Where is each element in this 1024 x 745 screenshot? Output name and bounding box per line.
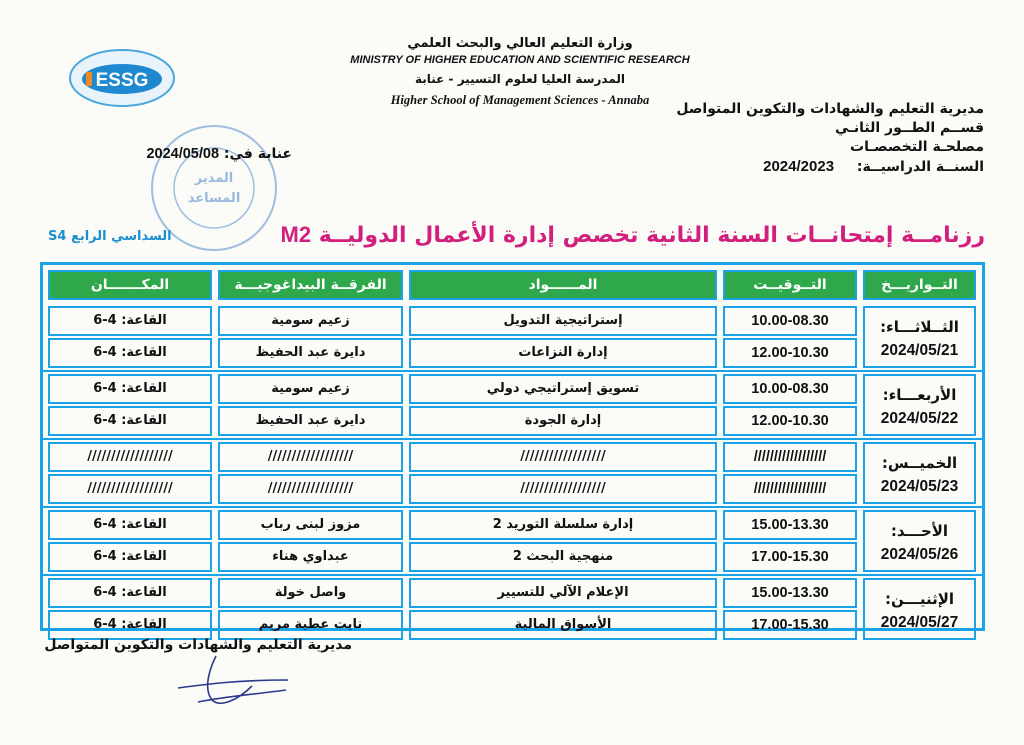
directorate-label: مديرية التعليم والشهادات والتكوين المتواصل bbox=[676, 101, 984, 117]
cell-place: القاعة: 4-6 bbox=[48, 406, 212, 436]
cell-team: واصل خولة bbox=[218, 578, 403, 608]
day-date: 2024/05/22 bbox=[880, 410, 959, 427]
cell-subject: إستراتيجية التدويل bbox=[409, 306, 717, 336]
cell-place: القاعة: 4-6 bbox=[48, 338, 212, 368]
stamp-line-1: المدير bbox=[194, 171, 234, 186]
cell-team: ////////////////// bbox=[218, 442, 403, 472]
day-separator bbox=[43, 506, 982, 508]
service-label: مصلحـة التخصصـات bbox=[850, 139, 984, 155]
day-name: الثــلاثـــاء: bbox=[880, 318, 959, 336]
cell-subject: إدارة الجودة bbox=[409, 406, 717, 436]
cell-team: زعيم سومية bbox=[218, 306, 403, 336]
day-date: 2024/05/27 bbox=[880, 614, 959, 631]
cell-team: دايرة عبد الحفيظ bbox=[218, 406, 403, 436]
day-name: الأحـــد: bbox=[890, 522, 949, 540]
ministry-name-arabic: وزارة التعليم العالي والبحث العلمي bbox=[407, 36, 633, 51]
issue-date-label: عنابة في: bbox=[223, 146, 292, 162]
cell-place: ////////////////// bbox=[48, 474, 212, 504]
title-row bbox=[40, 222, 985, 252]
title-text: رزنامــة إمتحانــات السنة الثانية تخصص إدارة الأعمال الدوليــة bbox=[318, 223, 985, 248]
cell-time: 17.00-15.30 bbox=[723, 610, 857, 640]
cell-team: زعيم سومية bbox=[218, 374, 403, 404]
cell-subject: الأسواق المالية bbox=[409, 610, 717, 640]
cell-team: دايرة عبد الحفيظ bbox=[218, 338, 403, 368]
cell-subject: إدارة النزاعات bbox=[409, 338, 717, 368]
cell-subject: إدارة سلسلة التوريد 2 bbox=[409, 510, 717, 540]
cell-time: 10.00-08.30 bbox=[723, 306, 857, 336]
academic-year-value: 2024/2023 bbox=[763, 158, 835, 175]
academic-year-label: السنــة الدراسيــة: bbox=[856, 159, 984, 175]
cell-team: ////////////////// bbox=[218, 474, 403, 504]
issue-date bbox=[92, 146, 292, 162]
cell-time: 17.00-15.30 bbox=[723, 542, 857, 572]
cell-subject: ////////////////// bbox=[409, 474, 717, 504]
cell-place: القاعة: 4-6 bbox=[48, 542, 212, 572]
cell-team: عبداوي هناء bbox=[218, 542, 403, 572]
essg-logo bbox=[68, 48, 176, 108]
page-title bbox=[281, 222, 985, 248]
day-cell bbox=[863, 374, 976, 436]
day-separator bbox=[43, 574, 982, 576]
cell-time: 15.00-13.30 bbox=[723, 510, 857, 540]
cell-place: القاعة: 4-6 bbox=[48, 306, 212, 336]
cell-subject: منهجية البحث 2 bbox=[409, 542, 717, 572]
header-team: الفرقــة البيداغوجيـــة bbox=[218, 270, 403, 300]
cell-subject: تسويق إستراتيجي دولي bbox=[409, 374, 717, 404]
day-cell bbox=[863, 578, 976, 640]
signature-label: مديرية التعليم والشهادات والتكوين المتواصل bbox=[44, 637, 352, 653]
cell-subject: الإعلام الآلي للتسيير bbox=[409, 578, 717, 608]
cell-subject: ////////////////// bbox=[409, 442, 717, 472]
academic-year bbox=[644, 157, 984, 177]
day-date: 2024/05/21 bbox=[880, 342, 959, 359]
handwritten-signature bbox=[168, 650, 308, 710]
school-name-arabic: المدرسة العليا لعلوم التسيير - عنابة bbox=[414, 72, 626, 86]
cell-place: القاعة: 4-6 bbox=[48, 510, 212, 540]
day-separator bbox=[43, 370, 982, 372]
title-code: M2 bbox=[280, 222, 312, 247]
issue-date-value: 2024/05/08 bbox=[146, 146, 220, 162]
cell-place: القاعة: 4-6 bbox=[48, 610, 212, 640]
day-cell bbox=[863, 442, 976, 504]
cell-time: ////////////////// bbox=[723, 474, 857, 504]
logo-text: ESSG bbox=[95, 70, 149, 91]
cell-time: 12.00-10.30 bbox=[723, 338, 857, 368]
cell-time: 12.00-10.30 bbox=[723, 406, 857, 436]
semester-label: السداسي الرابع S4 bbox=[48, 229, 172, 244]
cell-place: القاعة: 4-6 bbox=[48, 578, 212, 608]
day-date: 2024/05/26 bbox=[880, 546, 959, 563]
header-date: التــواريـــخ bbox=[863, 270, 976, 300]
day-cell bbox=[863, 306, 976, 368]
cell-place: ////////////////// bbox=[48, 442, 212, 472]
day-separator bbox=[43, 438, 982, 440]
cell-place: القاعة: 4-6 bbox=[48, 374, 212, 404]
day-name: الإثنيـــن: bbox=[884, 590, 955, 608]
cell-time: ////////////////// bbox=[723, 442, 857, 472]
day-cell bbox=[863, 510, 976, 572]
department-block bbox=[644, 100, 984, 177]
ministry-name-english: MINISTRY OF HIGHER EDUCATION AND SCIENTIFIC RESEARCH bbox=[350, 54, 690, 66]
header-place: المكـــــــان bbox=[48, 270, 212, 300]
school-name-english: Higher School of Management Sciences - Annaba bbox=[390, 93, 650, 107]
exam-schedule-table bbox=[40, 262, 985, 631]
department-label: قســم الطــور الثانـي bbox=[834, 120, 984, 136]
cell-team: نايت عطية مريم bbox=[218, 610, 403, 640]
day-name: الأربعـــاء: bbox=[882, 386, 957, 404]
cell-time: 15.00-13.30 bbox=[723, 578, 857, 608]
day-name: الخميــس: bbox=[881, 454, 958, 472]
header-subject: المــــــواد bbox=[409, 270, 717, 300]
header-time: التــوقيــت bbox=[723, 270, 857, 300]
cell-time: 10.00-08.30 bbox=[723, 374, 857, 404]
stamp-line-2: المساعد bbox=[187, 191, 241, 206]
day-date: 2024/05/23 bbox=[880, 478, 959, 495]
cell-team: مزوز لبنى رباب bbox=[218, 510, 403, 540]
